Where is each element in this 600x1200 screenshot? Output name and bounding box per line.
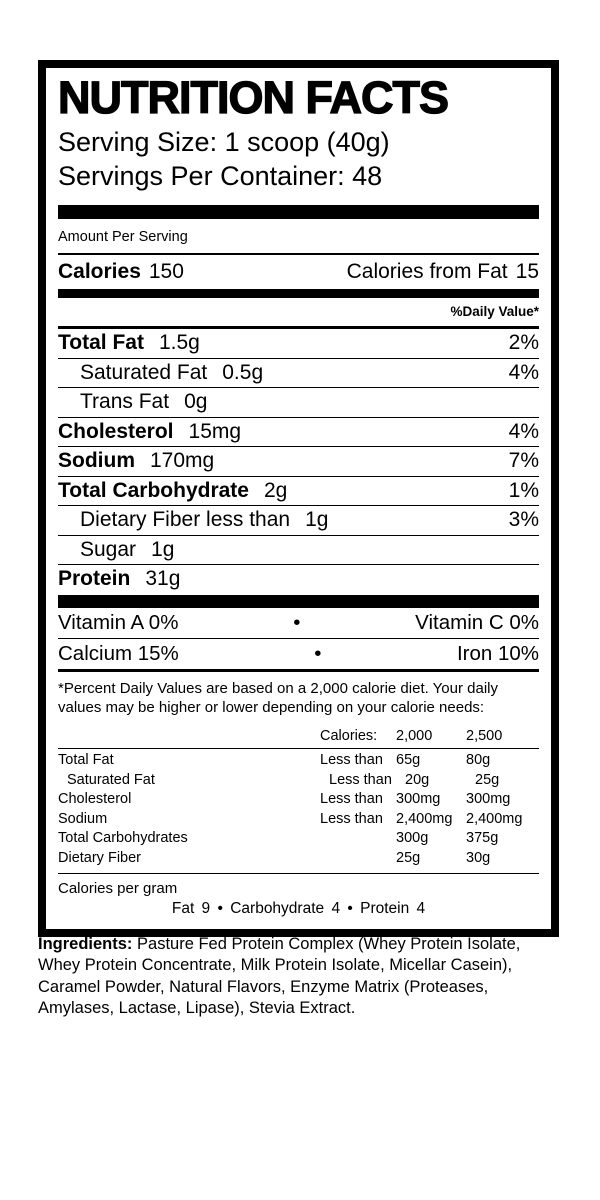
dv-row-sodium — [58, 810, 539, 830]
dv-qualifier: Less than — [320, 810, 383, 827]
daily-value-header: %Daily Value* — [450, 304, 539, 319]
nutrient-name: Dietary Fiber less than — [80, 508, 291, 531]
vitamin-left: Calcium 15% — [58, 641, 179, 665]
dv-2000: 20g — [405, 771, 430, 788]
thick-divider-protein — [58, 595, 539, 608]
dv-2000: 65g — [396, 752, 421, 768]
nutrient-dv: 7% — [508, 449, 539, 472]
rule-vitamins — [58, 669, 539, 672]
dv-name: Cholesterol — [58, 791, 132, 807]
nutrient-dv: 1% — [508, 478, 539, 502]
serving-size: Serving Size: 1 scoop (40g) — [58, 127, 390, 157]
dv-2000: 300mg — [396, 791, 441, 807]
dv-qualifier: Less than — [329, 771, 392, 788]
dv-header-calories: Calories: — [320, 727, 378, 744]
calories-value: 150 — [148, 260, 184, 283]
daily-value-table — [58, 727, 539, 869]
nutrient-amount: 170mg — [150, 449, 215, 472]
label-title: NUTRITION FACTS — [58, 72, 448, 123]
nutrient-amount: 0g — [184, 390, 208, 413]
dv-name: Total Fat — [58, 752, 114, 768]
dv-header-2500: 2,500 — [466, 727, 503, 744]
vitamin-left: Vitamin A 0% — [58, 610, 179, 634]
nutrient-dv: 3% — [508, 508, 539, 531]
nutrient-name: Protein — [58, 567, 131, 590]
thick-divider-calories — [58, 289, 539, 298]
bullet-separator: • — [293, 610, 301, 634]
nutrient-amount: 1.5g — [158, 331, 200, 354]
nutrient-name: Total Fat — [58, 331, 144, 354]
dv-name: Total Carbohydrates — [58, 830, 188, 846]
dv-2000: 2,400mg — [396, 810, 453, 827]
nutrient-name: Cholesterol — [58, 419, 174, 443]
nutrient-dv: 2% — [508, 331, 539, 354]
dv-name: Saturated Fat — [67, 771, 155, 788]
dv-header-spacer — [58, 727, 320, 747]
dv-row-saturated-fat — [58, 771, 539, 791]
dv-2500: 25g — [475, 771, 500, 788]
vitamin-row-calcium-iron — [58, 639, 539, 669]
dv-2500: 300mg — [466, 791, 511, 807]
dv-2000: 25g — [396, 849, 421, 866]
dv-2500: 375g — [466, 830, 499, 846]
calories-per-gram-section — [58, 873, 539, 919]
nutrition-label — [38, 60, 559, 937]
nutrient-name: Trans Fat — [80, 390, 170, 413]
dv-name: Dietary Fiber — [58, 849, 141, 866]
dv-table-header — [58, 727, 539, 750]
dv-2500: 30g — [466, 849, 491, 866]
dv-qualifier: Less than — [320, 791, 383, 807]
calories-label: Calories — [58, 260, 141, 283]
nutrient-amount: 2g — [263, 478, 288, 502]
amount-per-serving: Amount Per Serving — [58, 228, 539, 255]
thick-divider-top — [58, 205, 539, 219]
dv-qualifier — [320, 849, 396, 869]
nutrient-name: Sugar — [80, 537, 137, 561]
dv-2000: 300g — [396, 830, 429, 846]
calories-per-gram-detail: Fat 9 • Carbohydrate 4 • Protein 4 — [171, 900, 426, 917]
nutrient-row-sugar — [58, 536, 539, 566]
daily-value-footnote: *Percent Daily Values are based on a 2,000 calorie diet. Your daily values may be higher or lower depending on your calorie needs: — [58, 679, 499, 716]
nutrient-row-saturated-fat — [58, 359, 539, 389]
vitamin-right: Vitamin C 0% — [415, 610, 539, 634]
nutrient-name: Sodium — [58, 449, 135, 472]
vitamin-row-a-c — [58, 608, 539, 639]
nutrient-name: Saturated Fat — [80, 360, 208, 384]
dv-2500: 2,400mg — [466, 810, 523, 827]
calories — [58, 258, 184, 285]
nutrient-amount: 1g — [151, 537, 175, 561]
nutrient-row-total-fat — [58, 329, 539, 359]
nutrient-row-protein — [58, 565, 539, 594]
ingredients-label: Ingredients: — [38, 934, 133, 953]
nutrient-row-sodium — [58, 447, 539, 477]
nutrient-amount: 31g — [145, 567, 181, 590]
bullet-separator: • — [314, 641, 322, 665]
dv-header-2000: 2,000 — [396, 727, 433, 744]
dv-name: Sodium — [58, 810, 108, 827]
nutrient-dv: 4% — [508, 419, 539, 443]
calories-row — [58, 255, 539, 289]
ingredients-text: Pasture Fed Protein Complex (Whey Protein Isolate, Whey Protein Concentrate, Milk Protein Isolate, Micellar Casein), Caramel Powder, Natural Flavors, Enzyme Matrix (Proteases, Amylases, Lactase, Lipase), Stevia Extract. — [38, 934, 521, 1017]
nutrient-row-cholesterol — [58, 418, 539, 448]
nutrient-name: Total Carbohydrate — [58, 478, 249, 502]
dv-qualifier: Less than — [320, 752, 383, 768]
calories-from-fat-label: Calories from Fat — [346, 260, 508, 283]
dv-row-total-fat — [58, 751, 539, 771]
dv-qualifier — [320, 829, 396, 849]
servings-per-container: Servings Per Container: 48 — [58, 161, 383, 191]
ingredients-paragraph — [38, 934, 563, 1020]
calories-per-gram-label: Calories per gram — [58, 880, 178, 897]
dv-row-cholesterol — [58, 790, 539, 810]
nutrient-row-trans-fat — [58, 388, 539, 418]
vitamin-right: Iron 10% — [456, 641, 539, 665]
dv-row-total-carbohydrates — [58, 829, 539, 849]
dv-row-dietary-fiber — [58, 849, 539, 869]
nutrient-amount: 1g — [305, 508, 329, 531]
nutrient-amount: 0.5g — [222, 360, 264, 384]
dv-2500: 80g — [466, 752, 491, 768]
nutrient-row-dietary-fiber — [58, 506, 539, 536]
nutrient-amount: 15mg — [188, 419, 242, 443]
calories-from-fat — [347, 258, 539, 285]
calories-from-fat-value: 15 — [515, 260, 539, 283]
nutrient-dv: 4% — [508, 360, 539, 384]
nutrient-row-total-carbohydrate — [58, 477, 539, 507]
